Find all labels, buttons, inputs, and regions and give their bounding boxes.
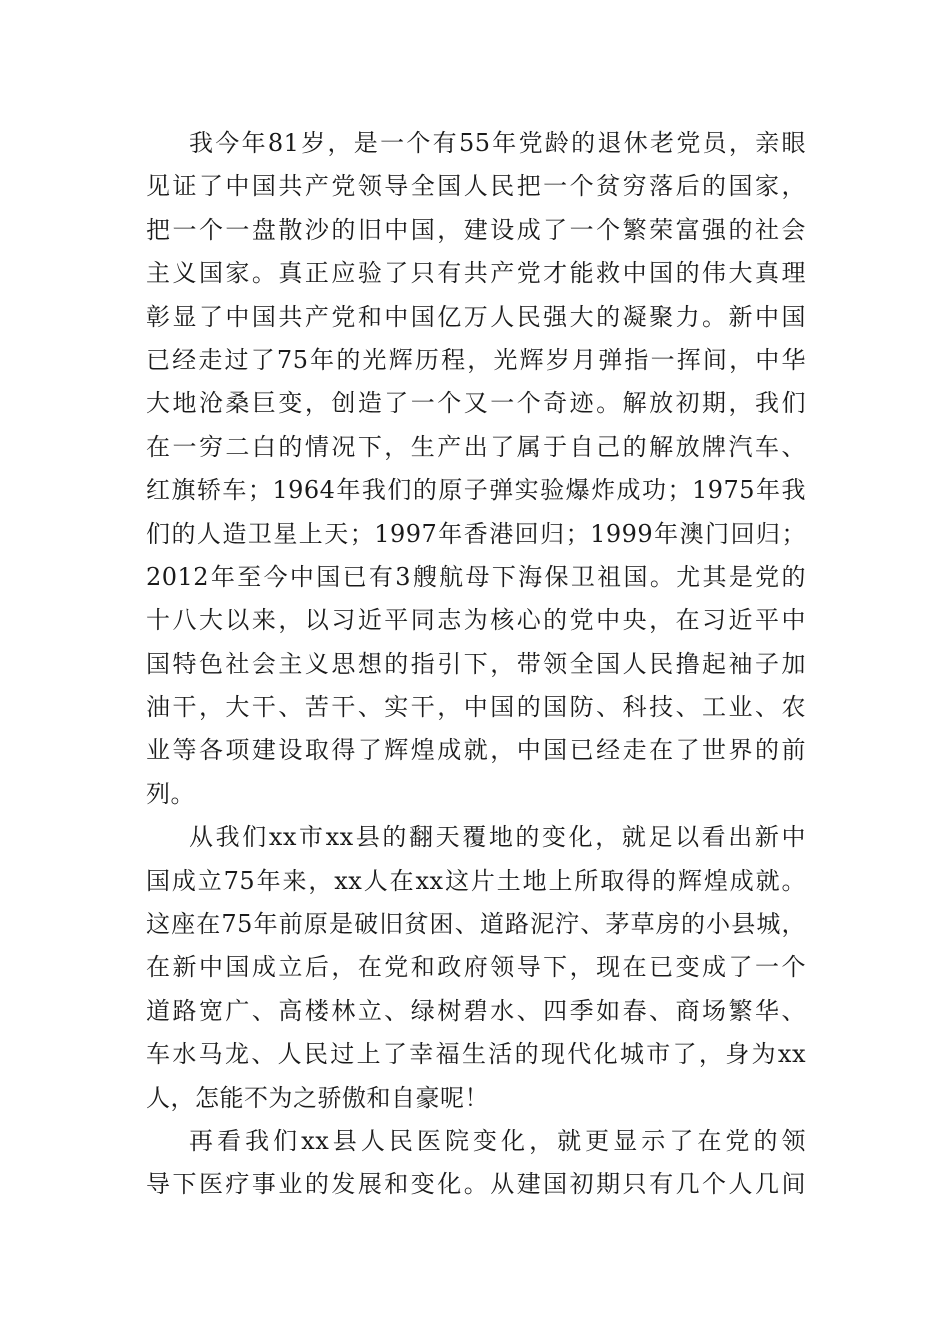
text-line: 车水马龙、人民过上了幸福生活的现代化城市了，身为xx <box>146 1040 806 1069</box>
text-line: 红旗轿车；1964年我们的原子弹实验爆炸成功；1975年我 <box>146 476 806 505</box>
text-line: 业等各项建设取得了辉煌成就，中国已经走在了世界的前 <box>146 736 806 765</box>
text-line: 十八大以来，以习近平同志为核心的党中央，在习近平中 <box>146 606 806 635</box>
paragraph-1 <box>146 122 806 816</box>
text-line: 主义国家。真正应验了只有共产党才能救中国的伟大真理 <box>146 259 806 288</box>
text-line: 这座在75年前原是破旧贫困、道路泥泞、茅草房的小县城， <box>146 910 806 939</box>
text-line: 2012年至今中国已有3艘航母下海保卫祖国。尤其是党的 <box>146 562 806 591</box>
text-line: 把一个一盘散沙的旧中国，建设成了一个繁荣富强的社会 <box>146 215 806 244</box>
text-line: 国特色社会主义思想的指引下，带领全国人民撸起袖子加 <box>146 649 806 678</box>
text-line: 国成立75年来，xx人在xx这片土地上所取得的辉煌成就。 <box>146 866 806 895</box>
text-line: 油干，大干、苦干、实干，中国的国防、科技、工业、农 <box>146 693 806 722</box>
text-line: 大地沧桑巨变，创造了一个又一个奇迹。解放初期，我们 <box>146 389 806 418</box>
text-line: 见证了中国共产党领导全国人民把一个贫穷落后的国家， <box>146 172 806 201</box>
text-line: 们的人造卫星上天；1997年香港回归；1999年澳门回归； <box>146 519 806 548</box>
text-line: 已经走过了75年的光辉历程，光辉岁月弹指一挥间，中华 <box>146 345 806 374</box>
text-line: 人，怎能不为之骄傲和自豪呢！ <box>146 1083 489 1112</box>
paragraph-3 <box>146 1120 806 1207</box>
text-line: 我今年81岁，是一个有55年党龄的退休老党员，亲眼 <box>189 129 806 157</box>
body-text <box>146 122 806 1207</box>
text-line: 彰显了中国共产党和中国亿万人民强大的凝聚力。新中国 <box>146 302 806 331</box>
text-line: 导下医疗事业的发展和变化。从建国初期只有几个人几间 <box>146 1170 806 1199</box>
text-line: 在一穷二白的情况下，生产出了属于自己的解放牌汽车、 <box>146 432 806 461</box>
text-line: 从我们xx市xx县的翻天覆地的变化，就足以看出新中 <box>189 823 806 852</box>
text-line: 道路宽广、高楼林立、绿树碧水、四季如春、商场繁华、 <box>146 996 806 1025</box>
paragraph-2 <box>146 816 806 1120</box>
text-line: 再看我们xx县人民医院变化，就更显示了在党的领 <box>189 1126 806 1155</box>
text-line: 在新中国成立后，在党和政府领导下，现在已变成了一个 <box>146 953 806 982</box>
text-line: 列。 <box>146 779 195 808</box>
